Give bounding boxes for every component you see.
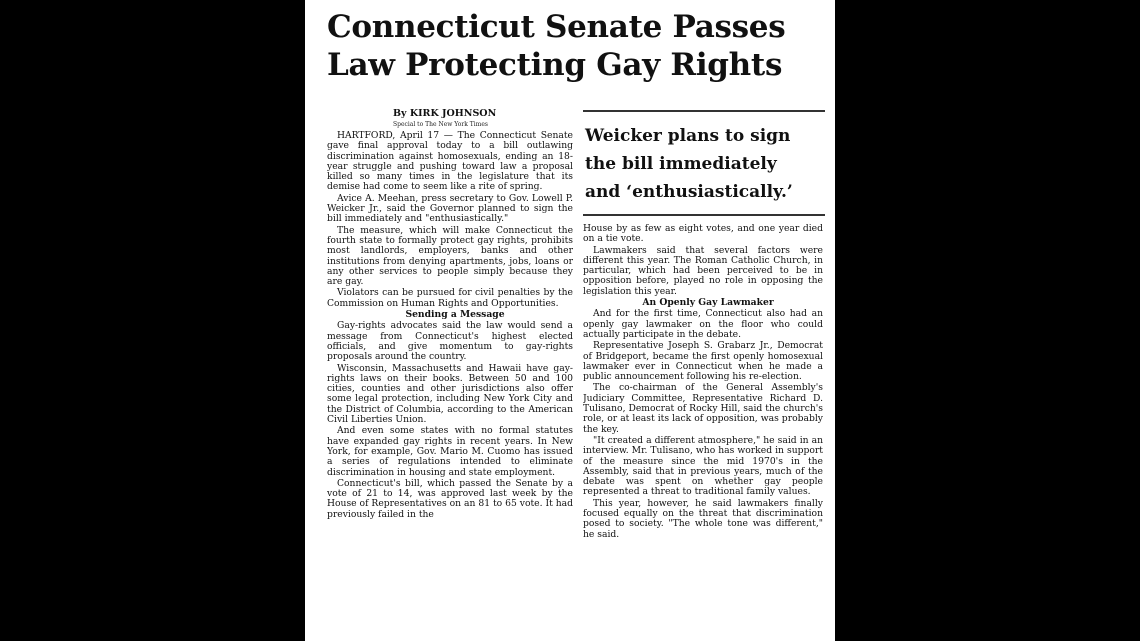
subhead: An Openly Gay Lawmaker: [642, 297, 774, 309]
paragraph: Violators can be pursued for civil penalties by the Commission on Human Rights and Opportunities.: [327, 287, 573, 309]
paragraph: And for the first time, Connecticut also had an openly gay lawmaker on the floor who could actually participate in the debate.: [583, 308, 823, 340]
headline-line-2: Law Protecting Gay Rights: [327, 47, 783, 83]
paragraph: Lawmakers said that several factors were different this year. The Roman Catholic Church, in particular, which had been perceived to be in opposition before, played no role in opposing the legislation this year.: [583, 244, 823, 297]
pull-quote-line-3: and ‘enthusiastically.’: [585, 182, 793, 202]
article-column-right: [583, 224, 823, 628]
paragraph: And even some states with no formal statutes have expanded gay rights in recent years. In New York, for example, Gov. Mario M. Cuomo has issued a series of regulations intended to eliminate discrimination in housing and state employment.: [327, 425, 573, 478]
pull-quote-line-1: Weicker plans to sign: [585, 126, 791, 146]
paragraph: This year, however, he said lawmakers finally focused equally on the threat that discrimination posed to society. "The whole tone was different," he said.: [583, 497, 823, 540]
paragraph: Gay-rights advocates said the law would send a message from Connecticut's highest elected officials, and give momentum to gay-rights proposals around the country.: [327, 320, 573, 363]
paragraph: HARTFORD, April 17 — The Connecticut Senate gave final approval today to a bill outlawing discrimination against homosexuals, ending an 18-year struggle and pushing toward law a proposal killed so many times in the legislature that its demise had come to seem like a rite of spring.: [327, 131, 573, 193]
paragraph: Representative Joseph S. Grabarz Jr., Democrat of Bridgeport, became the first openly homosexual lawmaker ever in Connecticut when he made a public announcement following his re-election.: [583, 340, 823, 383]
paragraph: Avice A. Meehan, press secretary to Gov. Lowell P. Weicker Jr., said the Governor planned to sign the bill immediately and "enthusiastically.": [327, 192, 573, 225]
paragraph: The measure, which will make Connecticut the fourth state to formally protect gay rights, prohibits most landlords, employers, banks and other institutions from denying apartments, jobs, loans or any other services to people simply because they are gay.: [327, 224, 573, 288]
pull-quote-line-2: the bill immediately: [585, 154, 777, 174]
paragraph: Connecticut's bill, which passed the Senate by a vote of 21 to 14, was approved last week by the House of Representatives on an 81 to 65 vote. It had previously failed in the: [327, 477, 573, 520]
pull-quote: [583, 110, 825, 216]
credit-line: Special to The New York Times: [393, 121, 488, 128]
headline-line-1: Connecticut Senate Passes: [327, 9, 786, 45]
paragraph: Wisconsin, Massachusetts and Hawaii have gay-rights laws on their books. Between 50 and 100 cities, counties and other jurisdictions also offer some legal protection, including New York City and the District of Columbia, according to the American Civil Liberties Union.: [327, 362, 573, 426]
paragraph: The co-chairman of the General Assembly's Judiciary Committee, Representative Richard D. Tulisano, Democrat of Rocky Hill, said the church's role, or at least its lack of opposition, was probably the key.: [583, 382, 823, 435]
subhead: Sending a Message: [405, 309, 505, 321]
headline: [327, 8, 827, 84]
paragraph: "It created a different atmosphere," he said in an interview. Mr. Tulisano, who has worked in support of the measure since the mid 1970's in the Assembly, said that in previous years, much of the debate was spent on whether gay people represented a threat to traditional family values.: [583, 434, 823, 498]
byline: By KIRK JOHNSON: [393, 108, 497, 119]
article-column-left: [327, 131, 573, 627]
newspaper-clipping: [305, 0, 835, 641]
paragraph: House by as few as eight votes, and one year died on a tie vote.: [583, 224, 823, 245]
